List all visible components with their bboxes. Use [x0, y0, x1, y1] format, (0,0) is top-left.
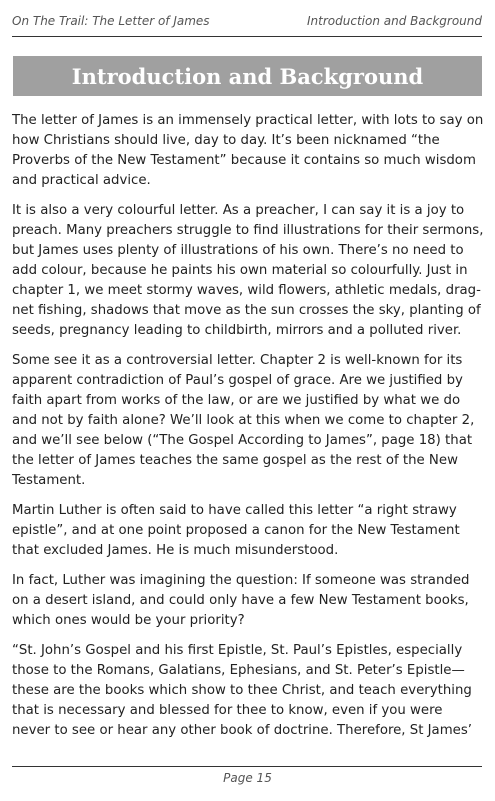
book-title: On The Trail: The Letter of James: [12, 14, 210, 28]
paragraph: It is also a very colourful letter. As a preacher, I can say it is a joy to preach. Many preachers struggle to find illustrations for their sermons, but James uses plenty of illustrations of his own. There’s no need to add colour, because he paints his own material so colourfully. Just in chapter 1, we meet stormy waves, wild flowers, athletic medals, drag-net fishing, shadows that move as the sun crosses the sky, planting of seeds, pregnancy leading to childbirth, mirrors and a polluted river.: [12, 203, 484, 338]
chapter-heading: Introduction and Background: [71, 63, 424, 89]
paragraph: Some see it as a controversial letter. Chapter 2 is well-known for its apparent contradiction of Paul’s gospel of grace. Are we justified by faith apart from works of the law, or are we justified by what we do and not by faith alone? We’ll look at this when we come to chapter 2, and we’ll see below (“The Gospel According to James”, page 18) that the letter of James teaches the same gospel as the rest of the New Testament.: [12, 353, 475, 488]
paragraph: In fact, Luther was imagining the question: If someone was stranded on a desert island, and could only have a few New Testament books, which ones would be your priority?: [12, 573, 470, 628]
paragraph: “St. John’s Gospel and his first Epistle, St. Paul’s Epistles, especially those to the Romans, Galatians, Ephesians, and St. Peter’s Epistle—these are the books which show to thee Christ, and teach everything that is necessary and blessed for thee to know, even if you were never to see or hear any other book of doctrine. Therefore, St James’: [12, 643, 472, 738]
chapter-banner: [13, 56, 482, 96]
section-title: Introduction and Background: [307, 14, 482, 28]
paragraph: Martin Luther is often said to have called this letter “a right strawy epistle”, and at one point proposed a canon for the New Testament that excluded James. He is much misunderstood.: [12, 503, 460, 558]
body-text: [12, 111, 484, 751]
footer-divider: [12, 766, 482, 767]
header-divider: [12, 36, 482, 37]
paragraph: The letter of James is an immensely practical letter, with lots to say on how Christians should live, day to day. It’s been nicknamed “the Proverbs of the New Testament” because it contains so much wisdom and practical advice.: [12, 113, 484, 188]
running-header: [12, 14, 482, 28]
page-number: Page 15: [223, 771, 272, 785]
